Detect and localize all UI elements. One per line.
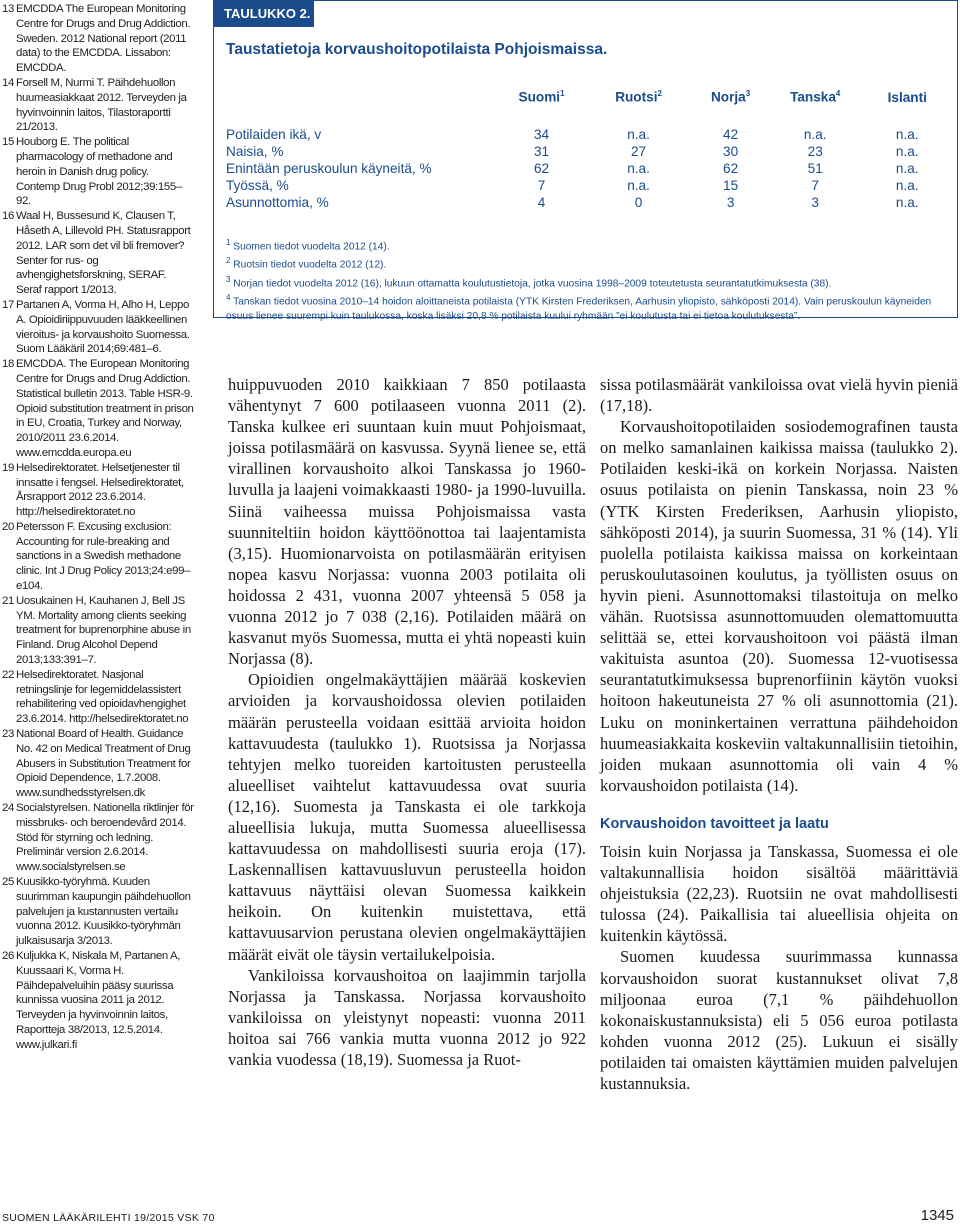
footnote-text: Tanskan tiedot vuosina 2010–14 hoidon aloittaneista potilaista (YTK Kirsten Frederiksen, Aarhusin yliopisto, sähköposti 2014). Vain peruskoulun käyneiden osuus lienee suurempi kuin taulukossa, koska lisäksi 20,8 % potilaista kuului ryhmään ”ei koulutusta tai ei tietoa koulutuksesta”.	[226, 296, 932, 322]
paragraph: Opioidien ongelmakäyttäjien määrää koskevien arvioiden ja korvaushoidossa olevien potilaiden määrän perusteella voidaan esittää arvioita hoidon kattavuudesta (taulukko 1). Ruotsissa ja Norjassa tehtyjen melko tuoreiden kartoitusten perusteella alueelliset vaihtelut kattavuudessa ovat suuria (12,16). Suomesta ja Tanskasta ei ole tarkkoja alueellisia lukuja, mutta Suomessa alueellisessa kattavuudessa on mahdollisesti suuria eroja (17). Laskennallisen kattavuusluvun perusteella hoidon kattavuus näyttäisi olevan Suomessa kaikkein heikoin. On kuitenkin muistettava, että kattavuusarvion perustana olevien ongelmakäyttäjien määrät eivät ole täysin vertailukelpoisia.	[228, 670, 586, 964]
row-label: Asunnottomia, %	[226, 195, 329, 210]
header-cell	[688, 86, 773, 108]
reference-item	[2, 520, 194, 594]
spacer-cell	[226, 108, 957, 126]
body-column-middle	[228, 374, 586, 1070]
table-cell: 42	[723, 127, 739, 142]
table-cell: 62	[533, 161, 550, 176]
footnote-text: Ruotsin tiedot vuodelta 2012 (12).	[233, 259, 387, 271]
row-label: Enintään peruskoulun käyneitä, %	[226, 161, 432, 176]
page-number: 1345	[920, 1207, 954, 1224]
reference-item	[2, 875, 194, 949]
reference-number: 14	[2, 76, 14, 89]
reference-item	[2, 209, 194, 298]
table-cell: 23	[807, 144, 823, 159]
reference-text: Petersson F. Excusing exclusion: Accounting for rule-breaking and sanctions in a Swedish methadone clinic. Int J Drug Policy 2013;24:e99–e104.	[15, 520, 191, 593]
spacer-row	[226, 108, 957, 126]
footnote-mark: 2	[226, 256, 231, 266]
footnote	[226, 254, 946, 272]
reference-number: 26	[2, 950, 14, 962]
table-cell: 62	[723, 161, 739, 176]
reference-item	[2, 357, 194, 461]
reference-number: 23	[2, 728, 14, 741]
row-label: Työssä, %	[226, 178, 289, 193]
reference-text: EMCDDA The European Monitoring Centre for Drugs and Drug Addiction. Sweden. 2012 National report (2011 data) to the EMCDDA. Lissabon: EMCDDA.	[15, 3, 191, 75]
table-caption: Taustatietoja korvaushoitopotilaista Pohjoismaissa.	[226, 41, 608, 58]
reference-number: 17	[2, 298, 14, 311]
column-name: Suomi	[518, 89, 561, 105]
reference-item	[2, 298, 194, 357]
section-heading: Korvaushoidon tavoitteet ja laatu	[600, 815, 829, 832]
header-cell	[494, 86, 589, 108]
reference-text: National Board of Health. Guidance No. 42 on Medical Treatment of Drug Abusers in Substitution Treatment for Opioid Dependence, 1.7.2008. www.sundhedsstyrelsen.dk	[15, 728, 191, 800]
table-cell: 7	[537, 178, 546, 193]
table-cell: 7	[811, 178, 819, 193]
reference-item	[2, 668, 194, 727]
paragraph: Suomen kuudessa suurimmassa kunnassa korvaushoidon suorat kustannukset olivat 7,8 miljoonaa euroa (7,1 % päihdehuollon kokonaiskustannuksista) eli 5 056 euroa potilasta kohden vuonna 2012 (25). Lukuun ei sisälly potilaiden tai omaisten käyttämien muiden palvelujen kustannuksia.	[600, 947, 958, 1093]
table-header-row	[226, 86, 957, 108]
journal-footer: SUOMEN LÄÄKÄRILEHTI 19/2015 VSK 70	[2, 1212, 215, 1224]
reference-item	[2, 949, 194, 1053]
header-cell	[589, 86, 689, 108]
reference-text: Socialstyrelsen. Nationella riktlinjer för missbruks- och beroendevård 2014. Stöd för styrning och ledning. Preliminär version 2.6.2014. www.socialstyrelsen.se	[15, 802, 194, 874]
table-cell: 30	[723, 144, 739, 159]
reference-item	[2, 801, 194, 875]
reference-text: Kuusikko-työryhmä. Kuuden suurimman kaupungin päihdehuollon palvelujen ja kustannusten vertailu vuonna 2012. Kuusikko-työryhmän julkaisusarja 3/2013.	[15, 876, 191, 948]
reference-item	[2, 727, 194, 801]
table-cell: 3	[726, 195, 735, 210]
reference-text: EMCDDA. The European Monitoring Centre for Drugs and Drug Addiction. Statistical bulletin 2013. Table HSR-9. Opioid substitution treatment in prison in EU, Croatia, Turkey and Norway, 2010/2011 23.6.2014. www.emcdda.europa.eu	[15, 358, 194, 459]
reference-number: 20	[2, 520, 14, 533]
reference-text: Forsell M, Nurmi T. Päihdehuollon huumeasiakkaat 2012. Terveyden ja hyvinvoinnin laitos, Tilastoraportti 21/2013.	[15, 76, 187, 134]
reference-item	[2, 461, 194, 520]
column-name: Ruotsi	[615, 89, 658, 105]
reference-item	[2, 594, 194, 668]
table-cell: n.a.	[627, 178, 650, 193]
footnote	[226, 236, 946, 254]
reference-number: 21	[2, 594, 14, 607]
reference-text: Waal H, Bussesund K, Clausen T, Håseth A, Lillevold PH. Statusrapport 2012. LAR som det vil bli fremover? Senter for rus- og avhengighetsforskning, SERAF. Seraf rapport 1/2013.	[15, 210, 191, 297]
reference-text: Partanen A, Vorma H, Alho H, Leppo A. Opioidiriippuvuuden lääkkeellinen vieroitus- ja korvaushoito Suomessa. Suom Lääkäril 2014;69:481–6.	[15, 298, 190, 356]
reference-text: Kuljukka K, Niskala M, Partanen A, Kuussaari K, Vorma H. Päihdepalveluihin pääsy suurissa kunnissa vuosina 2011 ja 2012. Terveyden ja hyvinvoinnin laitos, Raportteja 38/2013, 12.5.2014. www.julkari.fi	[15, 950, 181, 1051]
table-row	[226, 194, 957, 211]
table-cell: n.a.	[627, 127, 650, 142]
footnote-mark: 3	[226, 274, 231, 284]
footnote	[226, 273, 946, 291]
reference-list	[2, 2, 194, 1053]
footnote-text: Suomen tiedot vuodelta 2012 (14).	[233, 241, 390, 253]
reference-number: 22	[2, 668, 14, 681]
table-cell: 27	[631, 144, 647, 159]
paragraph: Korvaushoitopotilaiden sosiodemografinen tausta on melko samanlainen kaikissa maissa (taulukko 2). Potilaiden keski-ikä on korkein Norjassa. Naisten osuus potilaista on pienin Tanskassa, noin 23 % (YTK Kirsten Frederiksen, Aarhusin yliopisto, sähköposti 2014), ja suurin Suomessa, 31 % (14). Yli puolella potilaista kaikissa maissa on korkeintaan peruskoulutasoinen koulutus, ja työllisten osuus on hyvin pieni. Asunnottomaksi tilastoituja on melko vähän. Ruotsissa asunnottomuuden olemattomuutta selittää se, ettei korvaushoitoon voi päästä ilman vakituista asuntoa (20). Suomessa 12-vuotisessa seurantatutkimuksessa buprenorfiinin käytön vuoksi hoitoon hakeutuneista 27 % oli asunnottomia (21). Luku on moninkertainen verrattuna päihdehoidon huumeasiakkaita koskeviin valtakunnallisiin tietoihin, joiden mukaan asunnottomia oli vain 4 % korvaushoidon potilaista (14).	[600, 417, 958, 795]
table-footnotes	[226, 236, 946, 324]
table-cell: n.a.	[895, 144, 919, 159]
table-cell: 15	[723, 178, 739, 193]
header-cell	[773, 86, 858, 108]
header-cell-empty	[226, 86, 494, 108]
paragraph: sissa potilasmäärät vankiloissa ovat vielä hyvin pieniä (17,18).	[600, 375, 958, 416]
reference-text: Uosukainen H, Kauhanen J, Bell JS YM. Mortality among clients seeking treatment for buprenorphine abuse in Finland. Drug Alcohol Depend 2013;133:391–7.	[15, 594, 191, 667]
reference-number: 15	[2, 136, 14, 149]
reference-number: 16	[2, 210, 14, 223]
footnote-mark: 1	[226, 238, 231, 247]
column-footnote-mark: 1	[560, 89, 565, 99]
reference-number: 18	[2, 358, 14, 371]
table-cell: 0	[634, 195, 643, 210]
column-name: Norja	[710, 89, 746, 105]
column-footnote-mark: 4	[835, 89, 841, 99]
table-body	[226, 108, 957, 211]
body-column-right	[600, 374, 958, 1094]
table-cell: 31	[533, 144, 550, 159]
table-cell: 51	[807, 161, 823, 176]
column-footnote-mark: 2	[657, 89, 662, 99]
row-label: Potilaiden ikä, v	[226, 127, 322, 142]
table-cell: n.a.	[895, 161, 919, 176]
reference-text: Helsedirektoratet. Helsetjenester til innsatte i fengsel. Helsedirektoratet, Årsrapport 2012 23.6.2014. http://helsedirektoratet.no	[15, 461, 184, 519]
table-row	[226, 177, 957, 194]
table-cell: n.a.	[895, 178, 919, 193]
reference-text: Helsedirektoratet. Nasjonal retningslinje for legemiddelassistert rehabilitering ved opioidavhengighet 23.6.2014. http://helsedirektoratet.no	[15, 668, 189, 726]
reference-text: Houborg E. The political pharmacology of methadone and heroin in Danish drug policy. Contemp Drug Probl 2012;39:155–92.	[15, 136, 182, 208]
column-footnote-mark: 3	[745, 89, 751, 99]
header-cell	[858, 86, 957, 108]
footnote	[226, 291, 946, 323]
footnote-text: Norjan tiedot vuodelta 2012 (16), lukuun ottamatta koulutustietoja, jotka vuosina 1998–2009 toteutetusta seurantatutkimuksesta (38).	[233, 278, 832, 290]
table-cell: 3	[811, 195, 819, 210]
paragraph: Toisin kuin Norjassa ja Tanskassa, Suomessa ei ole valtakunnallisia hoidon sisältöä määrittäviä ohjeistuksia (22,23). Ruotsiin ne ovat mahdollisesti tulossa (24). Paikallisia tai alueellisia ohjeita on kuitenkin käytössä.	[600, 841, 958, 946]
reference-number: 19	[2, 461, 14, 474]
reference-number: 24	[2, 802, 14, 815]
table-2-box	[213, 0, 958, 322]
footnote-mark: 4	[226, 293, 231, 303]
reference-number: 13	[2, 3, 14, 15]
paragraph: Vankiloissa korvaushoitoa on laajimmin tarjolla Norjassa ja Tanskassa. Norjassa korvaushoito vankiloissa on yleistynyt nopeasti: vuonna 2011 hoitoa sai 766 vankia mutta vuonna 2012 jo 922 vankia vuodessa (18,19). Suomessa ja Ruot-	[228, 965, 586, 1069]
reference-item	[2, 135, 194, 209]
table-row	[226, 143, 957, 160]
paragraph: huippuvuoden 2010 kaikkiaan 7 850 potilaasta vähentynyt 7 600 potilaaseen vuonna 2011 (2). Tanska kulkee eri suuntaan kuin muut Pohjoismaat, joissa potilasmäärä on kasvussa. Syynä lienee se, että virallinen korvaushoito alkoi Tanskassa jo 1960-luvulla ja laajeni voimakkaasti 1980- ja 1990-luvuilla. Siinä vaiheessa muissa Pohjoismaissa vasta suunniteltiin hoidon käyttöönottoa tai laajentamista (3,15). Huomionarvoista on potilasmäärän erityisen nopea kasvu Norjassa: vuonna 2003 potilaita oli hoidossa 2 431, vuonna 2007 yhteensä 5 058 ja vuonna 2012 jo 7 038 (2,16). Potilaiden määrä on kasvanut myös Suomessa, mutta ei yhtä nopeasti kuin Norjassa (8).	[228, 375, 586, 669]
table-cell: n.a.	[627, 161, 650, 176]
table-label: TAULUKKO 2.	[214, 1, 314, 27]
reference-item	[2, 2, 194, 76]
table-cell: n.a.	[803, 127, 827, 142]
table-row	[226, 126, 957, 143]
table-cell: 4	[537, 195, 546, 210]
row-label: Naisia, %	[226, 144, 284, 159]
column-name: Islanti	[887, 89, 927, 105]
table-cell: 34	[533, 127, 550, 142]
table-cell: n.a.	[895, 195, 919, 210]
table-row	[226, 160, 957, 177]
reference-item	[2, 76, 194, 135]
table-cell: n.a.	[895, 127, 919, 142]
background-table	[226, 86, 957, 211]
reference-number: 25	[2, 876, 14, 889]
column-name: Tanska	[790, 89, 836, 105]
